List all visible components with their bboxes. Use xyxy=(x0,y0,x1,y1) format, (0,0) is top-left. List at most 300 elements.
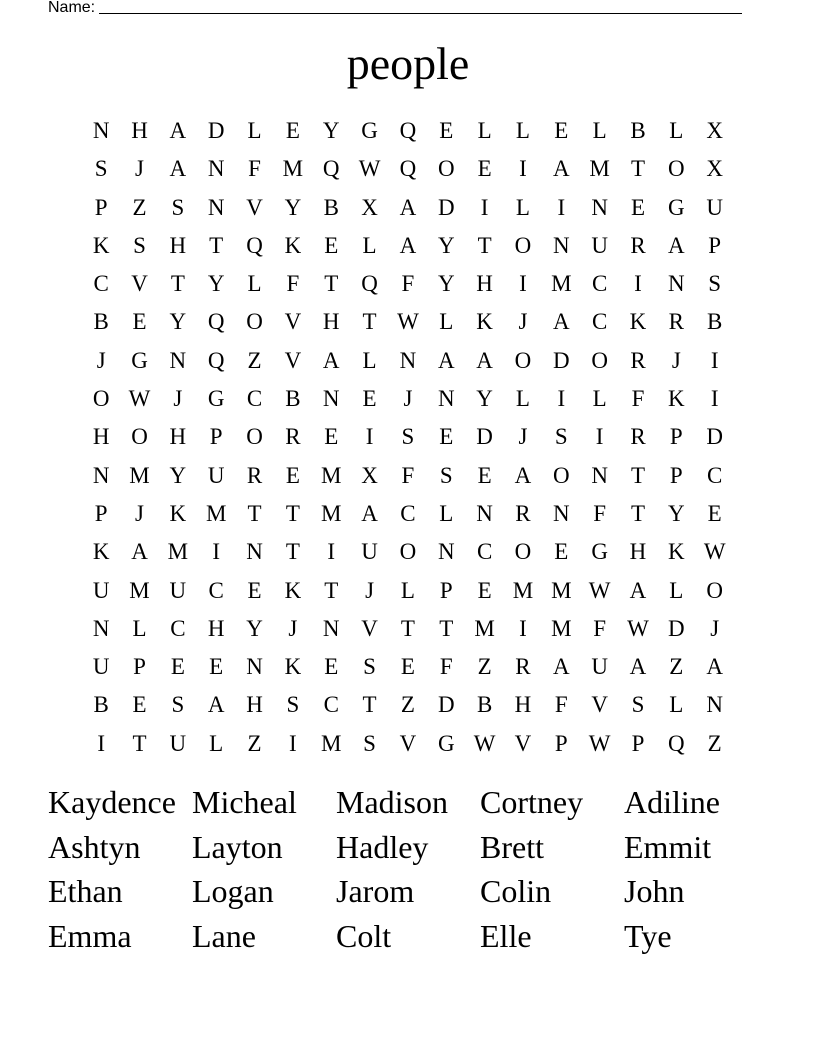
grid-letter: M xyxy=(205,500,227,526)
grid-letter: I xyxy=(710,386,719,412)
grid-row xyxy=(82,725,734,763)
grid-letter: A xyxy=(514,462,532,488)
grid-letter: B xyxy=(285,386,301,412)
grid-letter: E xyxy=(324,232,339,258)
grid-letter: H xyxy=(629,539,647,565)
grid-letter: N xyxy=(92,462,110,488)
grid-letter: U xyxy=(169,730,187,756)
grid-letter: T xyxy=(209,232,224,258)
grid-letter: T xyxy=(285,500,300,526)
word-list-item: Ethan xyxy=(48,873,123,909)
grid-letter: B xyxy=(630,118,646,143)
grid-letter: O xyxy=(514,232,532,258)
grid-letter: I xyxy=(480,194,489,220)
grid-letter: A xyxy=(169,118,187,143)
name-underline[interactable] xyxy=(99,0,742,14)
grid-letter: P xyxy=(669,424,683,450)
grid-letter: W xyxy=(588,730,611,756)
grid-letter: G xyxy=(207,386,225,412)
grid-letter: V xyxy=(284,309,302,335)
grid-letter: T xyxy=(324,577,339,603)
grid-letter: L xyxy=(669,577,684,603)
grid-letter: V xyxy=(131,271,148,297)
grid-letter: A xyxy=(629,654,647,680)
word-list-row xyxy=(48,780,768,825)
grid-letter: O xyxy=(246,309,263,335)
grid-letter: Y xyxy=(207,271,225,297)
grid-letter: V xyxy=(246,194,263,220)
grid-letter: I xyxy=(365,424,374,450)
grid-letter: Z xyxy=(247,730,262,756)
grid-letter: W xyxy=(128,386,151,412)
grid-letter: I xyxy=(97,730,105,756)
grid-letter: E xyxy=(439,424,454,450)
grid-row xyxy=(82,303,734,341)
grid-letter: L xyxy=(132,615,147,641)
grid-letter: R xyxy=(630,232,646,258)
grid-letter: Y xyxy=(169,309,187,335)
grid-letter: T xyxy=(439,615,454,641)
grid-letter: E xyxy=(554,539,569,565)
word-list-item: Jarom xyxy=(336,873,415,909)
grid-letter: K xyxy=(169,500,187,526)
grid-letter: E xyxy=(285,462,300,488)
grid-letter: O xyxy=(514,539,532,565)
grid-letter: Y xyxy=(246,615,263,641)
grid-letter: Y xyxy=(437,232,455,258)
grid-letter: M xyxy=(321,500,342,526)
grid-letter: I xyxy=(327,539,336,565)
grid-letter: C xyxy=(707,462,723,488)
grid-letter: J xyxy=(135,156,144,182)
grid-letter: E xyxy=(477,577,492,603)
grid-letter: O xyxy=(514,347,532,373)
grid-letter: L xyxy=(439,500,454,526)
grid-letter: B xyxy=(93,692,109,718)
grid-letter: D xyxy=(476,424,493,450)
grid-letter: B xyxy=(93,309,109,335)
grid-letter: U xyxy=(207,462,225,488)
grid-letter: K xyxy=(476,309,493,335)
grid-letter: A xyxy=(552,309,570,335)
grid-letter: S xyxy=(171,692,185,718)
grid-letter: J xyxy=(518,309,528,335)
page-title: people xyxy=(346,38,470,89)
grid-letter: R xyxy=(630,347,646,373)
word-list-item: Emma xyxy=(48,917,132,954)
grid-letter: C xyxy=(323,692,339,718)
word-list-row xyxy=(48,825,768,870)
grid-letter: M xyxy=(589,156,610,182)
grid-letter: A xyxy=(552,654,570,680)
grid-letter: N xyxy=(706,692,723,718)
grid-letter: Q xyxy=(399,156,417,182)
grid-letter: M xyxy=(167,539,189,565)
grid-letter: Q xyxy=(207,309,225,335)
grid-letter: N xyxy=(437,539,455,565)
grid-letter: R xyxy=(515,500,531,526)
grid-letter: B xyxy=(476,692,493,718)
grid-letter: S xyxy=(286,692,300,718)
grid-letter: N xyxy=(591,194,608,220)
grid-row xyxy=(82,418,734,456)
grid-letter: R xyxy=(668,309,684,335)
letter-grid xyxy=(82,112,734,763)
word-list-item: Logan xyxy=(192,873,274,909)
grid-letter: S xyxy=(363,730,376,756)
grid-row xyxy=(82,265,734,303)
grid-letter: M xyxy=(129,577,150,603)
grid-letter: A xyxy=(207,692,225,718)
grid-letter: L xyxy=(515,118,530,143)
grid-letter: R xyxy=(246,462,263,488)
grid-letter: N xyxy=(552,500,570,526)
grid-letter: P xyxy=(554,730,568,756)
grid-letter: O xyxy=(399,539,417,565)
grid-letter: L xyxy=(362,232,377,258)
grid-letter: I xyxy=(557,386,566,412)
grid-letter: C xyxy=(208,577,224,603)
grid-letter: E xyxy=(400,654,415,680)
grid-letter: L xyxy=(209,730,224,756)
name-field[interactable] xyxy=(48,0,742,18)
grid-letter: N xyxy=(92,615,110,641)
grid-letter: M xyxy=(282,156,304,182)
grid-row xyxy=(82,686,734,724)
grid-row xyxy=(82,380,734,418)
grid-letter: P xyxy=(94,194,108,220)
grid-letter: N xyxy=(668,271,685,297)
grid-letter: Y xyxy=(476,386,493,412)
word-list xyxy=(48,780,768,958)
grid-letter: K xyxy=(284,232,302,258)
grid-letter: K xyxy=(92,539,110,565)
grid-letter: F xyxy=(248,156,261,182)
grid-letter: C xyxy=(170,615,186,641)
grid-letter: W xyxy=(703,539,726,565)
grid-letter: E xyxy=(707,500,722,526)
grid-letter: A xyxy=(552,156,570,182)
word-list-item: Colin xyxy=(480,873,552,909)
grid-letter: T xyxy=(324,271,339,297)
grid-letter: N xyxy=(399,347,417,373)
grid-letter: L xyxy=(247,271,262,297)
grid-letter: A xyxy=(399,232,417,258)
grid-letter: E xyxy=(132,309,147,335)
grid-row xyxy=(82,227,734,265)
grid-letter: C xyxy=(476,539,493,565)
grid-letter: Y xyxy=(169,462,187,488)
grid-letter: I xyxy=(519,156,527,182)
grid-letter: D xyxy=(437,692,455,718)
grid-letter: M xyxy=(474,615,495,641)
grid-row xyxy=(82,342,734,380)
grid-letter: W xyxy=(358,156,381,182)
grid-letter: F xyxy=(554,692,568,718)
grid-letter: Q xyxy=(207,347,225,373)
grid-letter: U xyxy=(706,194,723,220)
grid-letter: E xyxy=(324,424,339,450)
grid-letter: J xyxy=(288,615,298,641)
grid-letter: H xyxy=(131,118,148,143)
grid-letter: E xyxy=(477,462,492,488)
grid-letter: Y xyxy=(322,118,340,143)
grid-letter: J xyxy=(173,386,183,412)
grid-letter: M xyxy=(321,462,342,488)
grid-letter: U xyxy=(92,654,110,680)
grid-letter: L xyxy=(362,347,377,373)
grid-letter: S xyxy=(708,271,722,297)
grid-letter: T xyxy=(630,462,646,488)
grid-letter: I xyxy=(710,347,719,373)
grid-letter: L xyxy=(592,386,607,412)
word-list-item: Adiline xyxy=(624,784,720,820)
grid-letter: E xyxy=(630,194,646,220)
grid-letter: P xyxy=(94,500,108,526)
grid-letter: E xyxy=(285,118,300,143)
grid-letter: H xyxy=(169,424,187,450)
word-list-item: Ashtyn xyxy=(48,828,141,865)
grid-letter: F xyxy=(593,500,607,526)
grid-letter: I xyxy=(557,194,566,220)
grid-letter: S xyxy=(171,194,185,220)
grid-letter: A xyxy=(322,347,340,373)
grid-letter: Z xyxy=(132,194,147,220)
grid-letter: Z xyxy=(400,692,415,718)
grid-letter: O xyxy=(591,347,608,373)
grid-letter: W xyxy=(473,730,496,756)
grid-letter: N xyxy=(322,615,340,641)
grid-letter: F xyxy=(401,271,415,297)
grid-letter: W xyxy=(627,615,649,641)
grid-letter: N xyxy=(591,462,608,488)
grid-letter: V xyxy=(591,692,608,718)
grid-letter: D xyxy=(668,615,685,641)
grid-letter: N xyxy=(207,194,225,220)
grid-letter: W xyxy=(588,577,611,603)
grid-letter: O xyxy=(706,577,723,603)
grid-letter: M xyxy=(129,462,150,488)
grid-letter: H xyxy=(476,271,493,297)
grid-letter: N xyxy=(246,539,263,565)
grid-letter: J xyxy=(365,577,375,603)
grid-letter: Q xyxy=(668,730,685,756)
grid-letter: A xyxy=(399,194,417,220)
grid-letter: N xyxy=(92,118,110,143)
grid-letter: F xyxy=(631,386,645,412)
grid-letter: E xyxy=(362,386,377,412)
grid-letter: D xyxy=(552,347,570,373)
grid-letter: O xyxy=(552,462,570,488)
grid-letter: S xyxy=(133,232,146,258)
grid-letter: F xyxy=(401,462,415,488)
grid-letter: O xyxy=(246,424,263,450)
grid-letter: I xyxy=(519,271,527,297)
grid-letter: S xyxy=(439,462,453,488)
grid-letter: P xyxy=(133,654,146,680)
grid-letter: S xyxy=(94,156,108,182)
grid-letter: S xyxy=(363,654,376,680)
grid-row xyxy=(82,648,734,686)
grid-letter: T xyxy=(285,539,300,565)
grid-letter: R xyxy=(630,424,646,450)
grid-letter: I xyxy=(212,539,221,565)
grid-letter: Y xyxy=(284,194,302,220)
word-list-item: Emmit xyxy=(624,828,712,865)
word-list-item: Elle xyxy=(480,917,532,954)
grid-letter: E xyxy=(439,118,454,143)
word-list-item: Brett xyxy=(480,828,544,865)
grid-letter: X xyxy=(706,118,723,143)
grid-letter: L xyxy=(247,118,262,143)
grid-letter: L xyxy=(439,309,454,335)
grid-letter: T xyxy=(477,232,492,258)
grid-letter: N xyxy=(437,386,455,412)
grid-letter: N xyxy=(322,386,340,412)
grid-letter: A xyxy=(131,539,148,565)
grid-letter: M xyxy=(321,730,342,756)
grid-row xyxy=(82,189,734,227)
grid-letter: G xyxy=(131,347,148,373)
grid-letter: K xyxy=(284,654,302,680)
grid-letter: E xyxy=(209,654,224,680)
grid-letter: J xyxy=(671,347,681,373)
grid-row xyxy=(82,457,734,495)
grid-letter: C xyxy=(246,386,263,412)
grid-letter: T xyxy=(362,692,377,718)
grid-row xyxy=(82,112,734,150)
grid-letter: J xyxy=(96,347,106,373)
grid-letter: A xyxy=(476,347,493,373)
grid-letter: A xyxy=(437,347,455,373)
grid-letter: D xyxy=(706,424,723,450)
grid-letter: E xyxy=(477,156,492,182)
grid-letter: Z xyxy=(477,654,492,680)
grid-letter: M xyxy=(512,577,534,603)
grid-letter: Q xyxy=(322,156,340,182)
grid-letter: T xyxy=(362,309,377,335)
grid-letter: V xyxy=(399,730,417,756)
grid-letter: L xyxy=(669,692,684,718)
grid-letter: E xyxy=(324,654,339,680)
grid-letter: S xyxy=(401,424,415,450)
grid-letter: N xyxy=(246,654,263,680)
grid-letter: Q xyxy=(246,232,263,258)
grid-letter: L xyxy=(592,118,607,143)
grid-letter: H xyxy=(169,232,187,258)
grid-letter: U xyxy=(92,577,110,603)
grid-letter: J xyxy=(403,386,413,412)
grid-letter: L xyxy=(669,118,684,143)
word-list-item: Colt xyxy=(336,917,392,954)
grid-letter: I xyxy=(634,271,642,297)
grid-letter: C xyxy=(591,309,608,335)
grid-letter: H xyxy=(514,692,532,718)
grid-letter: O xyxy=(668,156,685,182)
grid-letter: K xyxy=(284,577,302,603)
grid-letter: G xyxy=(437,730,455,756)
grid-letter: N xyxy=(207,156,225,182)
grid-letter: A xyxy=(668,232,685,258)
grid-letter: K xyxy=(668,539,685,565)
grid-letter: P xyxy=(669,462,683,488)
grid-row xyxy=(82,572,734,610)
grid-letter: G xyxy=(668,194,685,220)
grid-letter: K xyxy=(92,232,110,258)
grid-letter: H xyxy=(92,424,110,450)
grid-letter: L xyxy=(477,118,492,143)
grid-letter: C xyxy=(400,500,416,526)
grid-letter: S xyxy=(631,692,645,718)
grid-letter: O xyxy=(437,156,455,182)
grid-letter: N xyxy=(476,500,493,526)
grid-letter: K xyxy=(629,309,647,335)
grid-letter: Z xyxy=(247,347,262,373)
grid-letter: J xyxy=(710,615,720,641)
grid-letter: B xyxy=(707,309,723,335)
grid-letter: E xyxy=(132,692,147,718)
grid-letter: N xyxy=(552,232,570,258)
grid-letter: V xyxy=(361,615,378,641)
grid-letter: C xyxy=(93,271,109,297)
grid-letter: V xyxy=(514,730,532,756)
grid-letter: U xyxy=(361,539,378,565)
grid-letter: I xyxy=(519,615,527,641)
grid-letter: U xyxy=(591,654,608,680)
grid-letter: P xyxy=(439,577,453,603)
grid-letter: L xyxy=(515,194,530,220)
grid-letter: T xyxy=(247,500,262,526)
grid-letter: E xyxy=(170,654,185,680)
word-list-item: Hadley xyxy=(336,828,429,865)
grid-letter: K xyxy=(668,386,685,412)
grid-letter: C xyxy=(591,271,608,297)
grid-letter: L xyxy=(400,577,415,603)
grid-letter: W xyxy=(397,309,419,335)
grid-letter: H xyxy=(246,692,263,718)
grid-letter: X xyxy=(706,156,723,182)
grid-letter: R xyxy=(515,654,531,680)
grid-letter: J xyxy=(135,500,144,526)
grid-letter: F xyxy=(286,271,300,297)
grid-letter: T xyxy=(170,271,185,297)
name-label: Name: xyxy=(48,0,96,16)
grid-letter: G xyxy=(591,539,608,565)
grid-letter: L xyxy=(515,386,530,412)
grid-letter: X xyxy=(361,462,378,488)
grid-letter: F xyxy=(439,654,453,680)
grid-letter: Q xyxy=(399,118,417,143)
word-list-row xyxy=(48,914,768,959)
grid-letter: U xyxy=(169,577,187,603)
grid-letter: Y xyxy=(668,500,685,526)
word-list-item: Madison xyxy=(336,784,448,820)
word-list-item: Micheal xyxy=(192,784,297,820)
grid-letter: T xyxy=(630,500,646,526)
grid-letter: R xyxy=(285,424,301,450)
grid-letter: Q xyxy=(361,271,378,297)
grid-letter: M xyxy=(551,615,572,641)
word-list-item: Cortney xyxy=(480,784,584,820)
grid-letter: P xyxy=(631,730,645,756)
grid-letter: J xyxy=(518,424,528,450)
grid-row xyxy=(82,495,734,533)
grid-letter: M xyxy=(551,271,572,297)
grid-letter: Z xyxy=(669,654,684,680)
grid-letter: V xyxy=(284,347,302,373)
grid-letter: D xyxy=(207,118,225,143)
grid-letter: A xyxy=(629,577,647,603)
